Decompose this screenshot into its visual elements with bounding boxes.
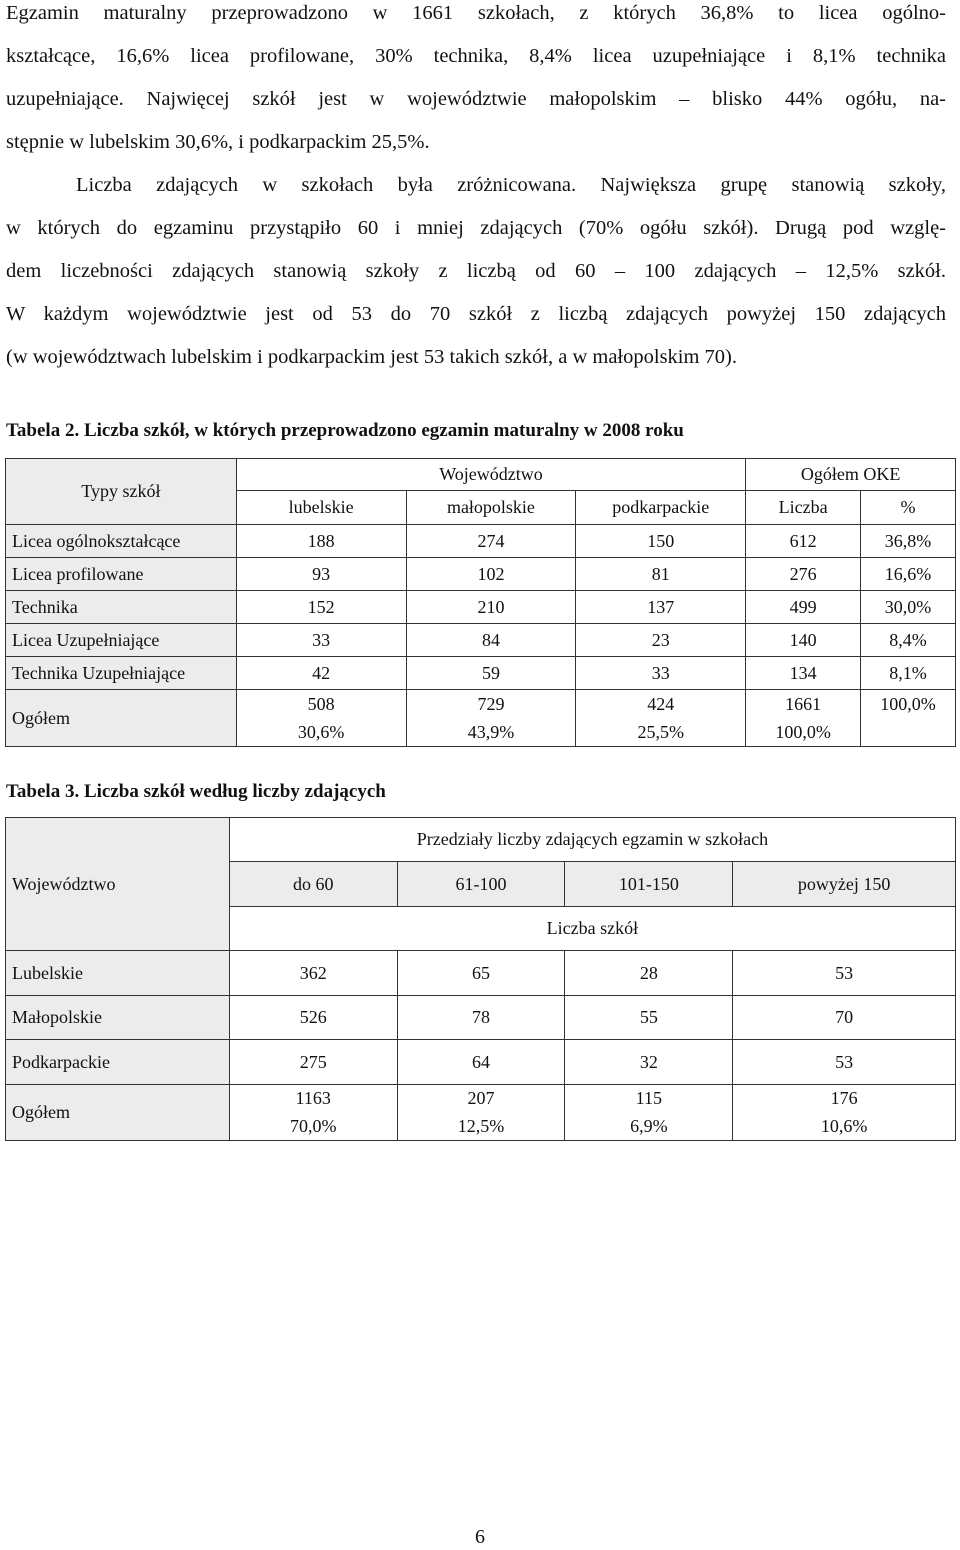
cell-value: 33 <box>236 624 406 657</box>
paragraph-line: uzupełniające. Najwięcej szkół jest w województwie małopolskim – blisko 44% ogółu, na- <box>6 88 946 110</box>
total-percent: 12,5% <box>457 1115 505 1136</box>
table-total-row <box>6 690 956 747</box>
cell-value: 93 <box>236 558 406 591</box>
total-percent: 43,9% <box>467 721 515 742</box>
table2-school-counts <box>5 458 956 747</box>
cell-value: 16,6% <box>861 558 956 591</box>
total-cell <box>397 1085 565 1141</box>
paragraph-line: Egzamin maturalny przeprowadzono w 1661 szkołach, z których 36,8% to licea ogólno- <box>6 2 946 24</box>
cell-value: 70 <box>733 996 956 1040</box>
total-cell <box>861 690 956 747</box>
range-header: 101-150 <box>565 862 733 907</box>
total-cell <box>236 690 406 747</box>
total-cell <box>406 690 576 747</box>
row-label: Licea profilowane <box>6 558 237 591</box>
cell-value: 526 <box>229 996 397 1040</box>
total-count: 207 <box>467 1088 495 1109</box>
table-row <box>6 591 956 624</box>
cell-value: 42 <box>236 657 406 690</box>
total-percent: 70,0% <box>289 1115 337 1136</box>
total-cell <box>576 690 746 747</box>
table-total-row <box>6 1085 956 1141</box>
paragraph-line: stępnie w lubelskim 30,6%, i podkarpackim 25,5%. <box>6 131 430 153</box>
total-label: Ogółem <box>6 1085 230 1141</box>
row-label: Podkarpackie <box>6 1040 230 1085</box>
total-count: 1661 <box>785 693 822 714</box>
range-header: do 60 <box>229 862 397 907</box>
header-school-count: Liczba szkół <box>229 907 955 951</box>
cell-value: 59 <box>406 657 576 690</box>
cell-value: 134 <box>746 657 861 690</box>
table-row <box>6 558 956 591</box>
subheader-malopolskie: małopolskie <box>406 491 576 525</box>
total-cell <box>229 1085 397 1141</box>
cell-value: 362 <box>229 951 397 996</box>
table-row <box>6 951 956 996</box>
cell-value: 28 <box>565 951 733 996</box>
table3-schools-by-size <box>5 817 956 1141</box>
table-row <box>6 525 956 558</box>
header-ranges: Przedziały liczby zdających egzamin w szkołach <box>229 818 955 862</box>
range-header: powyżej 150 <box>733 862 956 907</box>
cell-value: 64 <box>397 1040 565 1085</box>
cell-value: 8,1% <box>861 657 956 690</box>
row-label: Technika Uzupełniające <box>6 657 237 690</box>
total-percent: 25,5% <box>637 721 684 742</box>
cell-value: 23 <box>576 624 746 657</box>
cell-value: 102 <box>406 558 576 591</box>
table3-caption: Tabela 3. Liczba szkół według liczby zdających <box>6 781 386 802</box>
total-blank <box>861 718 955 746</box>
row-label: Technika <box>6 591 237 624</box>
row-label: Małopolskie <box>6 996 230 1040</box>
cell-value: 36,8% <box>861 525 956 558</box>
cell-value: 55 <box>565 996 733 1040</box>
total-cell <box>746 690 861 747</box>
cell-value: 612 <box>746 525 861 558</box>
cell-value: 188 <box>236 525 406 558</box>
subheader-percent: % <box>861 491 956 525</box>
cell-value: 84 <box>406 624 576 657</box>
row-label: Licea Uzupełniające <box>6 624 237 657</box>
total-count: 1163 <box>295 1088 331 1109</box>
table2-caption: Tabela 2. Liczba szkół, w których przeprowadzono egzamin maturalny w 2008 roku <box>6 420 684 441</box>
total-count: 100,0% <box>880 693 936 714</box>
header-school-types: Typy szkół <box>6 459 237 525</box>
subheader-lubelskie: lubelskie <box>236 491 406 525</box>
cell-value: 140 <box>746 624 861 657</box>
total-cell <box>733 1085 956 1141</box>
cell-value: 8,4% <box>861 624 956 657</box>
table-row <box>6 624 956 657</box>
page-number: 6 <box>475 1526 485 1548</box>
total-count: 508 <box>307 693 335 714</box>
cell-value: 499 <box>746 591 861 624</box>
intro-paragraph <box>6 0 946 164</box>
total-cell <box>565 1085 733 1141</box>
table-row <box>6 1040 956 1085</box>
cell-value: 276 <box>746 558 861 591</box>
cell-value: 150 <box>576 525 746 558</box>
paragraph-line: dem liczebności zdających stanowią szkoły z liczbą od 60 – 100 zdających – 12,5% szkół. <box>6 260 946 282</box>
cell-value: 78 <box>397 996 565 1040</box>
cell-value: 32 <box>565 1040 733 1085</box>
cell-value: 33 <box>576 657 746 690</box>
total-percent: 10,6% <box>820 1115 868 1136</box>
paragraph-line: kształcące, 16,6% licea profilowane, 30% technika, 8,4% licea uzupełniające i 8,1% technika <box>6 45 946 67</box>
range-header: 61-100 <box>397 862 565 907</box>
cell-value: 152 <box>236 591 406 624</box>
cell-value: 53 <box>733 951 956 996</box>
row-label: Licea ogólnokształcące <box>6 525 237 558</box>
subheader-podkarpackie: podkarpackie <box>576 491 746 525</box>
total-count: 115 <box>635 1088 662 1109</box>
total-count: 729 <box>477 693 505 714</box>
paragraph-line: W każdym województwie jest od 53 do 70 szkół z liczbą zdających powyżej 150 zdających <box>6 303 946 325</box>
cell-value: 53 <box>733 1040 956 1085</box>
total-percent: 30,6% <box>297 721 345 742</box>
header-total-oke: Ogółem OKE <box>746 459 956 491</box>
total-label: Ogółem <box>6 690 237 747</box>
cell-value: 210 <box>406 591 576 624</box>
total-count: 176 <box>830 1088 858 1109</box>
total-percent: 6,9% <box>630 1115 668 1136</box>
cell-value: 30,0% <box>861 591 956 624</box>
total-count: 424 <box>647 693 675 714</box>
paragraph-line: (w województwach lubelskim i podkarpackim jest 53 takich szkół, a w małopolskim 70). <box>6 346 738 368</box>
cell-value: 137 <box>576 591 746 624</box>
row-label: Lubelskie <box>6 951 230 996</box>
second-paragraph <box>6 164 946 379</box>
header-region: Województwo <box>6 818 230 951</box>
table-row <box>6 657 956 690</box>
cell-value: 275 <box>229 1040 397 1085</box>
cell-value: 65 <box>397 951 565 996</box>
table-row <box>6 996 956 1040</box>
total-percent: 100,0% <box>775 721 831 742</box>
paragraph-line: Liczba zdających w szkołach była zróżnicowana. Największa grupę stanowią szkoły, <box>76 174 946 196</box>
header-region: Województwo <box>236 459 745 491</box>
paragraph-line: w których do egzaminu przystąpiło 60 i mniej zdających (70% ogółu szkół). Drugą pod wzglę- <box>6 217 946 239</box>
cell-value: 81 <box>576 558 746 591</box>
subheader-count: Liczba <box>746 491 861 525</box>
cell-value: 274 <box>406 525 576 558</box>
